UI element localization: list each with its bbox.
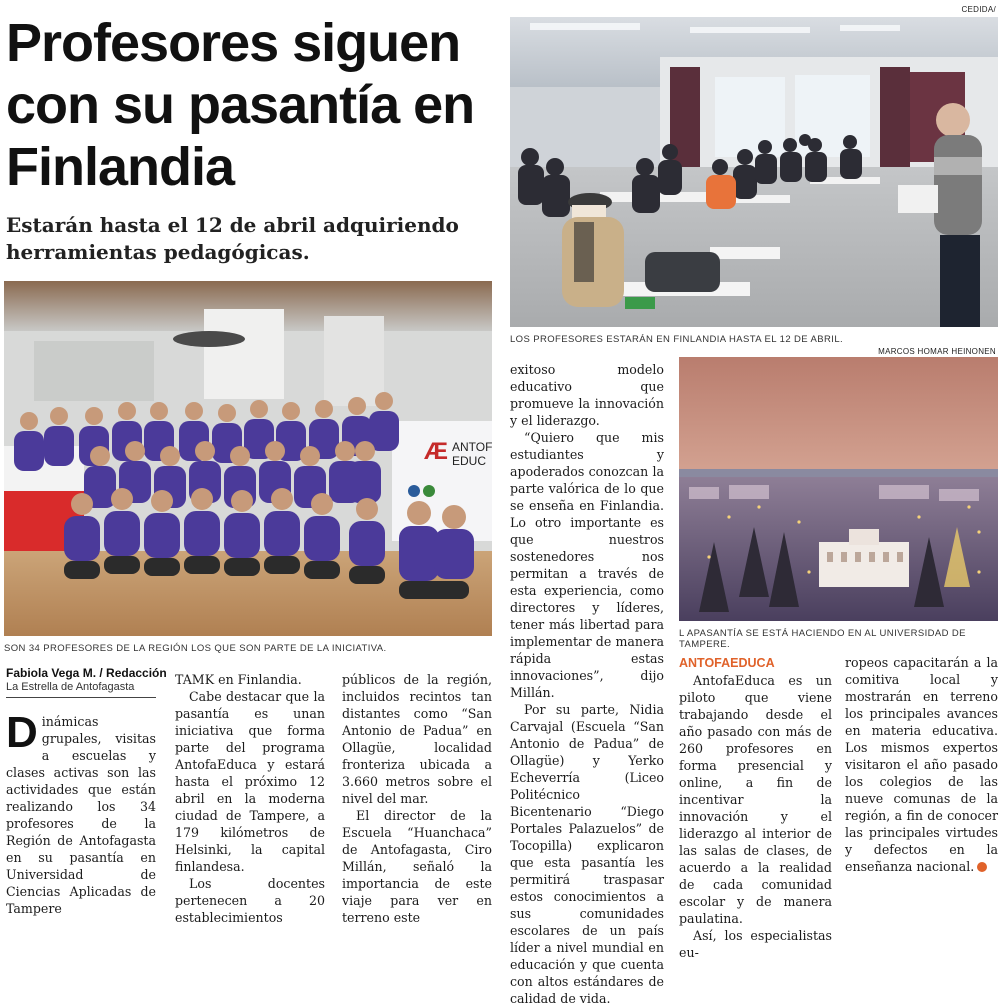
city-photo: [679, 357, 998, 621]
body-paragraph: Así, los especialistas eu-: [679, 928, 832, 960]
city-photo-image: [679, 357, 998, 621]
classroom-photo-credit: CEDIDA/: [961, 5, 996, 14]
byline-divider: [6, 697, 156, 698]
paragraph-text: inámicas grupales, visitas a escuelas y clases activas son las actividades que están realizando los 34 profesores de la Región de Antofagasta en su pasantía en Universidad de Ciencias Aplicadas de Tampere: [6, 714, 156, 916]
byline-publication: La Estrella de Antofagasta: [6, 681, 135, 693]
body-paragraph: públicos de la región, incluidos recintos tan distantes como “San Antonio de Padua” en Ollagüe, localidad fronteriza ubicada a 3.660 metros sobre el nivel del mar.: [342, 672, 492, 806]
body-paragraph: AntofaEduca es un piloto que viene trabajando desde el año pasado con más de 260 profesores en forma presencial y online, a fin de incentivar la innovación y el liderazgo al interior de las salas de clases, de acuerdo a la realidad de cada comunidad escolar y de manera paulatina.: [679, 673, 832, 926]
classroom-photo-caption: LOS PROFESORES ESTARÁN EN FINLANDIA HASTA EL 12 DE ABRIL.: [510, 334, 844, 345]
body-paragraph: TAMK en Finlandia.: [175, 672, 302, 687]
banner-text-1: ANTOF: [452, 440, 493, 454]
classroom-photo: [510, 17, 998, 327]
body-column-5: [679, 654, 832, 961]
group-photo-image: [4, 281, 492, 636]
body-column-3: [342, 671, 492, 926]
body-column-1: [6, 708, 156, 917]
body-column-4: [510, 361, 664, 1007]
body-paragraph: Los docentes pertenecen a 20 establecimientos: [175, 876, 325, 925]
body-paragraph: [679, 654, 832, 672]
body-paragraph: El director de la Escuela “Huanchaca” de Antofagasta, Ciro Millán, señaló la importancia de este viaje para ver en terreno este: [342, 808, 492, 925]
body-column-6: [845, 654, 998, 875]
banner-text-2: EDUC: [452, 454, 487, 468]
paragraph-text: ropeos capacitarán a la comitiva local y mostrarán en terreno los principales avances en materia educativa. Los mismos expertos visitaron el año pasado los colegios de las nueve comunas de la región, a fin de conocer las principales virtudes y defectos en la enseñanza nacional.: [845, 655, 998, 874]
drop-cap: D: [6, 708, 38, 757]
body-paragraph: [6, 708, 156, 917]
body-paragraph: [845, 654, 998, 875]
city-photo-credit: MARCOS HOMAR HEINONEN: [878, 347, 996, 356]
body-paragraph: Cabe destacar que la pasantía es unan iniciativa que forma parte del programa AntofaEduca y estará hasta el próximo 12 abril en la moderna ciudad de Tampere, a 179 kilómetros de Helsinki, la capital finlandesa.: [175, 689, 325, 874]
city-photo-caption: L APASANTÍA SE ESTÁ HACIENDO EN AL UNIVERSIDAD DE TAMPERE.: [679, 628, 966, 650]
article-headline: Profesores siguen con su pasantía en Finlandia: [6, 13, 475, 197]
svg-text:Æ: Æ: [424, 438, 448, 465]
end-mark-icon: [977, 862, 987, 872]
body-column-2: [175, 671, 325, 926]
article-subheadline: Estarán hasta el 12 de abril adquiriendo herramientas pedagógicas.: [6, 213, 459, 264]
group-photo: [4, 281, 492, 636]
body-paragraph: Por su parte, Nidia Carvajal (Escuela “San Antonio de Padua” de Ollagüe) y Yerko Echeverría (Liceo Politécnico Bicentenario “Diego Portales Palazuelos” de Tocopilla) explicaron que esta pasantía les permitirá traspasar estos conocimientos a sus comunidades escolares de un país líder a nivel mundial en educación y que cuenta con altos estándares de calidad de vida.: [510, 702, 664, 1006]
body-paragraph: “Quiero que mis estudiantes y apoderados conozcan la parte valórica de lo que se enseña en Finlandia. Lo otro importante es que nuestros sostenedores nos permitan a través de esta experiencia, como directores y líderes, tener más libertad para implementar de manera rápida estas innovaciones”, dijo Millán.: [510, 430, 664, 700]
section-title: ANTOFAEDUCA: [679, 656, 775, 670]
classroom-photo-image: [510, 17, 998, 327]
byline-author: Fabiola Vega M. / Redacción: [6, 666, 167, 680]
body-paragraph: exitoso modelo educativo que promueve la innovación y el liderazgo.: [510, 362, 664, 428]
group-photo-caption: SON 34 PROFESORES DE LA REGIÓN LOS QUE SON PARTE DE LA INICIATIVA.: [4, 643, 387, 654]
